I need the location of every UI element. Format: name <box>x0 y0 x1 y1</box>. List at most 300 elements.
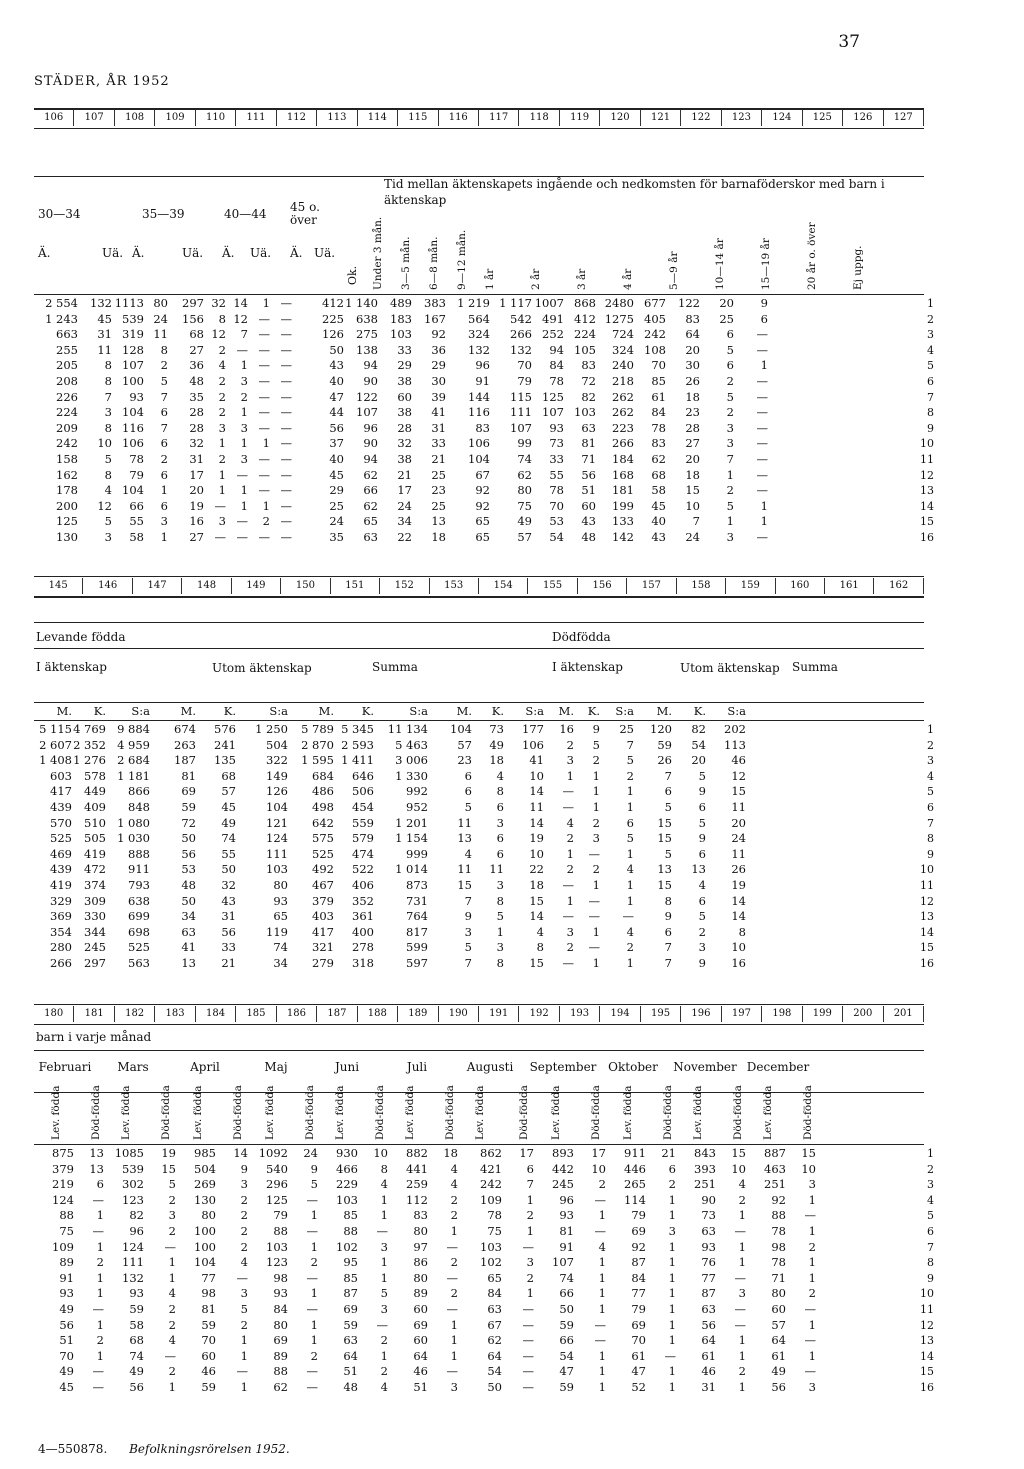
row-number: 6 <box>927 800 934 814</box>
table-cell: 156 <box>182 311 204 326</box>
table-cell: 1 <box>310 1317 318 1332</box>
table-cell: 22 <box>397 529 412 544</box>
table-row <box>34 816 746 832</box>
column-number: 110 <box>196 110 236 126</box>
table-cell: 80 <box>201 1208 216 1223</box>
row-number: 15 <box>920 515 934 529</box>
table-cell: 4 <box>240 1255 248 1270</box>
table-cell: 843 <box>694 1146 716 1160</box>
table-cell: 70 <box>59 1348 74 1363</box>
table-cell: 38 <box>397 405 412 420</box>
table-cell: 1 <box>240 1379 248 1394</box>
table-cell: S:a <box>269 704 288 718</box>
table-cell: — <box>622 909 634 924</box>
table-cell: 2 <box>240 1239 248 1254</box>
table-cell: 1 <box>218 436 226 451</box>
table-cell: 62 <box>273 1379 288 1394</box>
table-cell: — <box>280 436 292 451</box>
table-row <box>34 468 768 484</box>
table-cell: 7 <box>692 514 700 529</box>
table-cell: — <box>756 373 768 388</box>
table-cell: 8 <box>496 784 504 799</box>
table-cell: 1 <box>450 1333 458 1348</box>
table-cell: — <box>258 389 270 404</box>
table-cell: 352 <box>352 893 374 908</box>
table-cell: 684 <box>312 768 334 783</box>
table-cell: 5 <box>726 389 734 404</box>
table-cell: 1 411 <box>341 753 374 768</box>
table-cell: 3 <box>160 514 168 529</box>
table-cell: 224 <box>56 405 78 420</box>
table-cell: 40 <box>651 514 666 529</box>
table-cell: 84 <box>487 1286 502 1301</box>
column-number: 197 <box>722 1006 762 1022</box>
table-cell: 3 <box>218 514 226 529</box>
table-cell: 1 <box>626 893 634 908</box>
row-number: 15 <box>920 941 934 955</box>
table-cell: 135 <box>214 753 236 768</box>
month-label: Juni <box>334 1060 360 1074</box>
table-cell: 87 <box>343 1286 358 1301</box>
table-cell: 49 <box>221 815 236 830</box>
table-cell: 111 <box>122 1255 144 1270</box>
table-cell: 4 <box>566 815 574 830</box>
table-cell: 104 <box>194 1255 216 1270</box>
table-cell: 122 <box>678 296 700 310</box>
column-number: 155 <box>528 578 577 594</box>
row-number: 6 <box>927 1224 934 1238</box>
table-cell: 225 <box>322 311 344 326</box>
column-number: 185 <box>236 1006 276 1022</box>
month-sublabel: Lev. födda <box>622 1085 634 1140</box>
table-cell: 74 <box>129 1348 144 1363</box>
table-cell: 62 <box>651 451 666 466</box>
table-cell: 10 <box>801 1161 816 1176</box>
table-cell: 469 <box>50 846 72 861</box>
column-number: 145 <box>34 578 83 594</box>
table-cell: 80 <box>413 1270 428 1285</box>
table-cell: 106 <box>122 436 144 451</box>
column-number: 200 <box>843 1006 883 1022</box>
table-cell: 646 <box>352 768 374 783</box>
table-cell: 1 219 <box>457 296 490 310</box>
table-cell: 15 <box>161 1161 176 1176</box>
table-cell: 64 <box>685 327 700 342</box>
interval-column-label: 10—14 år <box>714 238 726 290</box>
table-cell: 54 <box>559 1348 574 1363</box>
row-number: 3 <box>927 1178 934 1192</box>
table-cell: 1 <box>240 1348 248 1363</box>
column-numbers-lower <box>34 1006 924 1022</box>
table-cell: 12 <box>233 311 248 326</box>
table-cell: 1 080 <box>117 815 150 830</box>
month-label: Oktober <box>608 1060 658 1074</box>
column-number: 120 <box>600 110 640 126</box>
month-sublabel: Lev. födda <box>474 1085 486 1140</box>
table-cell: 1 <box>450 1348 458 1363</box>
table-cell: 126 <box>266 784 288 799</box>
age-group-label: 30—34 <box>38 207 81 221</box>
interval-column-label: 15—19 år <box>760 238 772 290</box>
table-cell: 24 <box>731 831 746 846</box>
table-cell: 73 <box>549 436 564 451</box>
table-cell: 100 <box>194 1223 216 1238</box>
table-cell: 116 <box>122 420 144 435</box>
table-cell: 279 <box>312 955 334 970</box>
table-cell: — <box>376 1223 388 1238</box>
table-cell: 3 <box>240 1177 248 1192</box>
table-cell: 4 <box>698 877 706 892</box>
table-cell: 85 <box>343 1208 358 1223</box>
table-cell: 32 <box>189 436 204 451</box>
table-cell: 184 <box>612 451 634 466</box>
table-cell: 70 <box>651 358 666 373</box>
table-cell: 409 <box>84 799 106 814</box>
table-cell: 84 <box>549 358 564 373</box>
table-cell: 8 <box>104 358 112 373</box>
table-cell: 2 <box>218 451 226 466</box>
footer-code: 4—550878. <box>38 1442 108 1456</box>
month-sublabel: Död-födda <box>304 1085 316 1140</box>
column-number: 186 <box>277 1006 317 1022</box>
table-row <box>34 1349 816 1365</box>
table-cell: 93 <box>129 389 144 404</box>
table-cell: 4 <box>738 1177 746 1192</box>
table-cell: 59 <box>201 1379 216 1394</box>
table-cell: 13 <box>657 862 672 877</box>
table-row <box>34 1364 816 1380</box>
table-cell: 168 <box>612 467 634 482</box>
table-cell: 2 <box>726 373 734 388</box>
table-cell: 3 <box>496 877 504 892</box>
table-cell: — <box>214 498 226 513</box>
table-cell: 17 <box>591 1146 606 1160</box>
table-cell: 40 <box>329 373 344 388</box>
table-cell: 27 <box>189 529 204 544</box>
row-number: 1 <box>927 1147 934 1160</box>
table-cell: 1 <box>380 1208 388 1223</box>
table-cell: 442 <box>552 1161 574 1176</box>
table-cell: 2 <box>240 389 248 404</box>
table-cell: 56 <box>221 924 236 939</box>
row-number: 2 <box>927 312 934 326</box>
table-cell: 62 <box>363 498 378 513</box>
table-cell: — <box>594 1317 606 1332</box>
table-cell: 1 <box>566 768 574 783</box>
table-cell: 88 <box>273 1223 288 1238</box>
table-cell: 46 <box>731 753 746 768</box>
section3-table <box>34 1146 816 1396</box>
table-cell: 1 <box>598 1348 606 1363</box>
table-cell: 14 <box>529 784 544 799</box>
table-cell: 2 352 <box>73 737 106 752</box>
table-cell: 21 <box>431 451 446 466</box>
table-cell: 66 <box>129 498 144 513</box>
table-cell: 525 <box>128 940 150 955</box>
table-cell: — <box>522 1348 534 1363</box>
column-number: 201 <box>884 1006 924 1022</box>
table-cell: 26 <box>685 373 700 388</box>
age-group-label: 35—39 <box>142 207 185 221</box>
table-cell: 1 <box>96 1208 104 1223</box>
column-number: 106 <box>34 110 74 126</box>
table-cell: 1 <box>738 1379 746 1394</box>
table-cell: 15 <box>457 877 472 892</box>
table-cell: 70 <box>201 1333 216 1348</box>
table-cell: 498 <box>312 799 334 814</box>
table-cell: 1 <box>262 436 270 451</box>
table-cell: — <box>280 405 292 420</box>
table-cell: 60 <box>771 1301 786 1316</box>
column-number: 123 <box>722 110 762 126</box>
table-row <box>34 862 746 878</box>
column-number: 113 <box>317 110 357 126</box>
table-cell: 2 607 <box>39 737 72 752</box>
table-cell: 86 <box>413 1255 428 1270</box>
table-cell: 78 <box>771 1255 786 1270</box>
table-cell: 405 <box>644 311 666 326</box>
table-row <box>34 1286 816 1302</box>
table-cell: 69 <box>631 1317 646 1332</box>
table-row <box>34 452 768 468</box>
table-cell: 25 <box>719 311 734 326</box>
table-cell: 439 <box>50 862 72 877</box>
table-cell: 102 <box>480 1255 502 1270</box>
table-cell: 90 <box>363 373 378 388</box>
table-cell: 6 <box>496 831 504 846</box>
table-cell: — <box>236 529 248 544</box>
table-cell: 930 <box>336 1146 358 1160</box>
table-cell: 3 <box>496 940 504 955</box>
table-cell: 103 <box>480 1239 502 1254</box>
group-label: Utom äktenskap <box>212 661 312 675</box>
table-cell: 241 <box>214 737 236 752</box>
table-cell: 80 <box>517 483 532 498</box>
table-cell: 61 <box>651 389 666 404</box>
table-cell: 3 <box>668 1223 676 1238</box>
table-cell: 125 <box>266 1192 288 1207</box>
table-cell: 58 <box>651 483 666 498</box>
table-cell: 1 <box>808 1255 816 1270</box>
table-cell: 2 <box>218 373 226 388</box>
table-cell: 5 <box>310 1177 318 1192</box>
table-cell: 5 <box>698 768 706 783</box>
table-cell: 46 <box>201 1364 216 1379</box>
table-cell: 66 <box>559 1333 574 1348</box>
table-cell: 262 <box>612 405 634 420</box>
table-cell: — <box>258 420 270 435</box>
table-cell: 96 <box>475 358 490 373</box>
month-label: Juli <box>406 1060 428 1074</box>
footer <box>38 1442 290 1456</box>
table-cell: 1 <box>240 1333 248 1348</box>
table-cell: 13 <box>431 514 446 529</box>
table-cell: 5 <box>168 1177 176 1192</box>
table-cell: 1 <box>240 358 248 373</box>
table-cell: 18 <box>431 529 446 544</box>
month-sublabel: Lev. födda <box>264 1085 276 1140</box>
table-cell: 489 <box>390 296 412 310</box>
table-cell: 1 <box>310 1286 318 1301</box>
table-cell: 3 <box>168 1208 176 1223</box>
table-cell: 2 <box>380 1364 388 1379</box>
table-cell: 21 <box>661 1146 676 1160</box>
table-cell: 49 <box>771 1364 786 1379</box>
table-cell: 2 <box>160 358 168 373</box>
table-cell: 1 <box>808 1270 816 1285</box>
table-cell: — <box>258 373 270 388</box>
table-cell: 128 <box>122 342 144 357</box>
table-row <box>34 722 746 738</box>
table-cell: 62 <box>517 467 532 482</box>
table-cell: — <box>92 1301 104 1316</box>
table-cell: 111 <box>510 405 532 420</box>
table-cell: 80 <box>273 1317 288 1332</box>
row-number: 8 <box>927 406 934 420</box>
table-cell: 1 <box>168 1270 176 1285</box>
table-cell: 321 <box>312 940 334 955</box>
table-cell: 467 <box>312 877 334 892</box>
table-row <box>34 878 746 894</box>
table-cell: 6 <box>760 311 768 326</box>
table-cell: 132 <box>468 342 490 357</box>
table-cell: — <box>280 342 292 357</box>
table-cell: 449 <box>84 784 106 799</box>
table-cell: 109 <box>52 1239 74 1254</box>
table-cell: 1 <box>760 514 768 529</box>
table-cell: 5 <box>592 737 600 752</box>
table-cell: 91 <box>475 373 490 388</box>
table-cell: 2 <box>526 1270 534 1285</box>
group-label: Utom äktenskap <box>680 661 780 675</box>
column-number: 148 <box>182 578 231 594</box>
table-cell: 3 <box>566 924 574 939</box>
table-cell: 2 <box>168 1364 176 1379</box>
table-cell: 26 <box>657 753 672 768</box>
table-cell: — <box>446 1301 458 1316</box>
table-cell: 124 <box>266 831 288 846</box>
table-cell: 20 <box>719 296 734 310</box>
table-cell: 55 <box>221 846 236 861</box>
column-number: 157 <box>627 578 676 594</box>
table-cell: 8 <box>738 924 746 939</box>
table-cell: 2480 <box>604 296 634 310</box>
table-cell: — <box>594 1192 606 1207</box>
table-cell: 77 <box>701 1270 716 1285</box>
table-cell: 89 <box>273 1348 288 1363</box>
table-cell: 1275 <box>604 311 634 326</box>
table-cell: 6 <box>160 467 168 482</box>
table-cell: 104 <box>122 483 144 498</box>
table-cell: — <box>734 1223 746 1238</box>
table-cell: K. <box>93 704 106 718</box>
table-cell: 4 <box>168 1333 176 1348</box>
table-row <box>34 358 768 374</box>
table-cell: — <box>306 1270 318 1285</box>
table-cell: 6 <box>726 327 734 342</box>
table-cell: — <box>756 389 768 404</box>
row-numbers <box>920 296 934 546</box>
table-cell: 525 <box>50 831 72 846</box>
table-cell: 67 <box>487 1317 502 1332</box>
table-cell: 93 <box>701 1239 716 1254</box>
table-row <box>34 483 768 499</box>
row-number: 16 <box>920 530 934 544</box>
column-numbers-mid <box>34 578 924 594</box>
table-cell: 6 <box>668 1161 676 1176</box>
table-cell: 55 <box>129 514 144 529</box>
interval-column-label: 5—9 år <box>668 251 680 290</box>
table-cell: 96 <box>559 1192 574 1207</box>
table-cell: 2 <box>566 862 574 877</box>
age-group-label: 40—44 <box>224 207 267 221</box>
table-cell: 1 <box>668 1286 676 1301</box>
table-cell: — <box>594 1333 606 1348</box>
table-cell: 59 <box>559 1379 574 1394</box>
table-cell: 11 <box>731 799 746 814</box>
table-cell: S:a <box>525 704 544 718</box>
table-cell: 15 <box>731 784 746 799</box>
table-cell: 7 <box>664 940 672 955</box>
table-cell: 576 <box>214 722 236 736</box>
table-cell: 1 <box>96 1239 104 1254</box>
table-cell: 638 <box>128 893 150 908</box>
table-cell: 393 <box>694 1161 716 1176</box>
column-numbers-top <box>34 110 924 126</box>
row-number: 2 <box>927 738 934 752</box>
table-cell: 466 <box>336 1161 358 1176</box>
table-cell: — <box>258 327 270 342</box>
table-cell: 15 <box>801 1146 816 1160</box>
table-cell: 817 <box>406 924 428 939</box>
table-cell: 344 <box>84 924 106 939</box>
row-number: 6 <box>927 374 934 388</box>
table-cell: 82 <box>691 722 706 736</box>
column-number: 107 <box>74 110 114 126</box>
table-cell: 17 <box>397 483 412 498</box>
table-cell: 14 <box>233 1146 248 1160</box>
table-cell: 64 <box>701 1333 716 1348</box>
table-row <box>34 738 746 754</box>
table-cell: 251 <box>694 1177 716 1192</box>
table-cell: 1 <box>726 467 734 482</box>
table-cell: 1 <box>96 1317 104 1332</box>
table-cell: 2 <box>738 1192 746 1207</box>
table-cell: 34 <box>273 955 288 970</box>
table-cell: S:a <box>131 704 150 718</box>
row-number: 1 <box>927 723 934 736</box>
table-cell: 10 <box>731 940 746 955</box>
table-cell: 59 <box>181 799 196 814</box>
table-cell: 94 <box>549 342 564 357</box>
table-cell: 1 <box>738 1348 746 1363</box>
table-cell: 269 <box>194 1177 216 1192</box>
table-cell: 78 <box>651 420 666 435</box>
table-cell: 25 <box>619 722 634 736</box>
column-number: 118 <box>519 110 559 126</box>
table-cell: 5 <box>160 373 168 388</box>
table-cell: 90 <box>701 1192 716 1207</box>
table-cell: 22 <box>529 862 544 877</box>
month-sublabel: Död-födda <box>662 1085 674 1140</box>
table-cell: 133 <box>612 514 634 529</box>
table-cell: S:a <box>409 704 428 718</box>
table-cell: 7 <box>160 420 168 435</box>
table-cell: 2 <box>160 451 168 466</box>
table-cell: — <box>280 311 292 326</box>
row-number: 16 <box>920 956 934 970</box>
row-number: 4 <box>927 769 934 783</box>
